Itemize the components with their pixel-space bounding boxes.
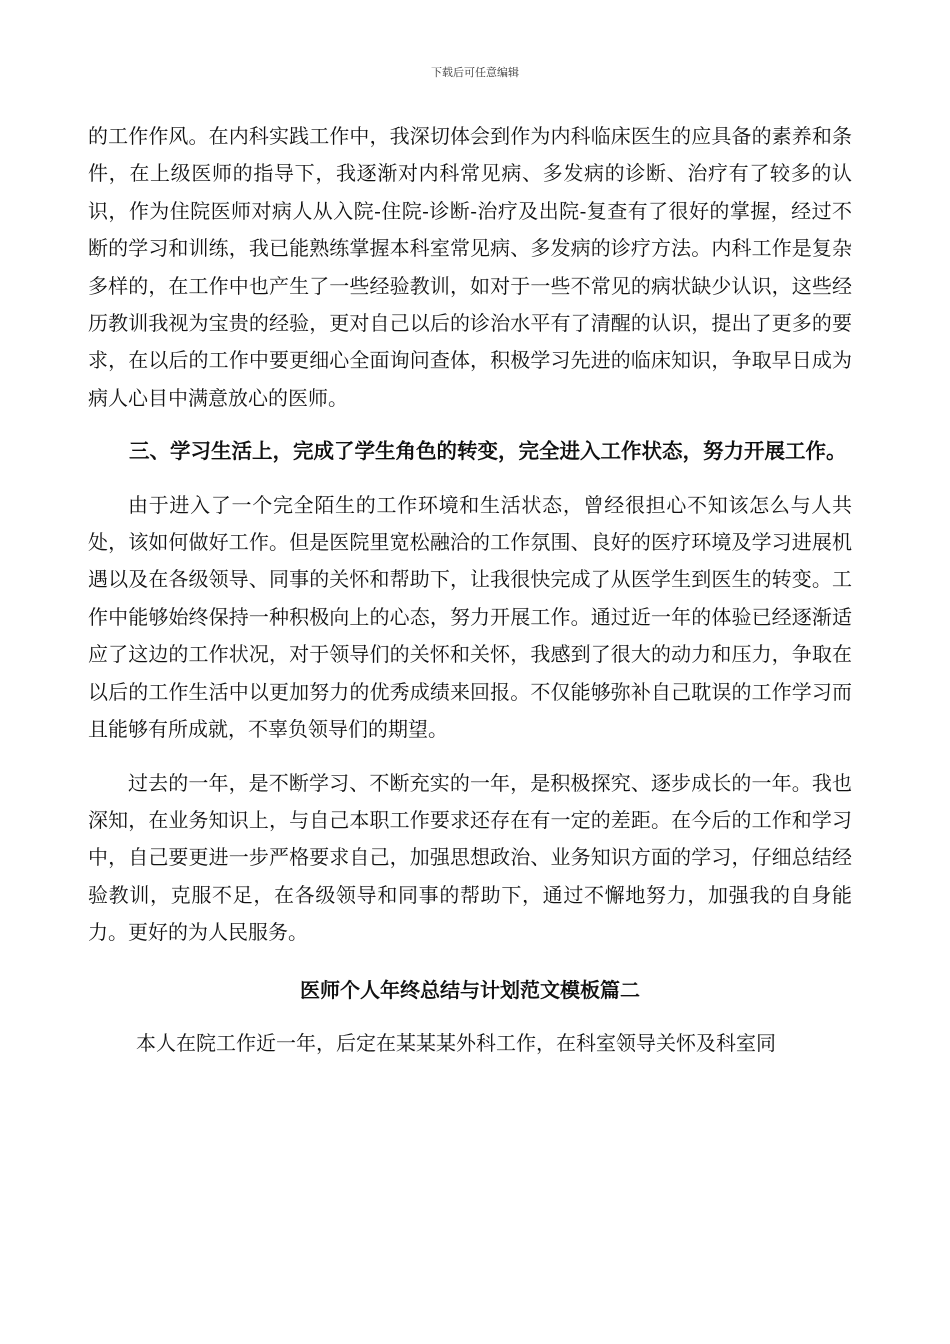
article-title-part-two: 医师个人年终总结与计划范文模板篇二 — [300, 977, 640, 1002]
page-header: 下载后可任意编辑 — [431, 66, 519, 79]
paragraph-year-review: 过去的一年，是不断学习、不断充实的一年，是积极探究、逐步成长的一年。我也深知，在业务知识上，与自己本职工作要求还存在有一定的差距。在今后的工作和学习中，自己要更进一步严格要求自己，加强思想政治、业务知识方面的学习，仔细总结经验教训，克服不足，在各级领导和同事的帮助下，通过不懈地努力，加强我的自身能力。更好的为人民服务。 — [88, 770, 852, 945]
document-body — [88, 118, 852, 1062]
section-heading-3: 三、学习生活上，完成了学生角色的转变，完全进入工作状态，努力开展工作。 — [129, 439, 847, 464]
paragraph-part-two-intro: 本人在院工作近一年，后定在某某某外科工作，在科室领导关怀及科室同 — [136, 1030, 776, 1055]
paragraph-practice-summary: 的工作作风。在内科实践工作中，我深切体会到作为内科临床医生的应具备的素养和条件，在上级医师的指导下，我逐渐对内科常见病、多发病的诊断、治疗有了较多的认识，作为住院医师对病人从入院-住院-诊断-治疗及出院-复查有了很好的掌握，经过不断的学习和训练，我已能熟练掌握本科室常见病、多发病的诊疗方法。内科工作是复杂多样的，在工作中也产生了一些经验教训，如对于一些不常见的病状缺少认识，这些经历教训我视为宝贵的经验，更对自己以后的诊治水平有了清醒的认识，提出了更多的要求，在以后的工作中要更细心全面询问查体，积极学习先进的临床知识，争取早日成为病人心目中满意放心的医师。 — [88, 124, 852, 410]
paragraph-role-transition: 由于进入了一个完全陌生的工作环境和生活状态，曾经很担心不知该怎么与人共处，该如何做好工作。但是医院里宽松融洽的工作氛围、良好的医疗环境及学习进展机遇以及在各级领导、同事的关怀和帮助下，让我很快完成了从医学生到医生的转变。工作中能够始终保持一种积极向上的心态，努力开展工作。通过近一年的体验已经逐渐适应了这边的工作状况，对于领导们的关怀和关怀，我感到了很大的动力和压力，争取在以后的工作生活中以更加努力的优秀成绩来回报。不仅能够弥补自己耽误的工作学习而且能够有所成就，不辜负领导们的期望。 — [88, 492, 852, 742]
